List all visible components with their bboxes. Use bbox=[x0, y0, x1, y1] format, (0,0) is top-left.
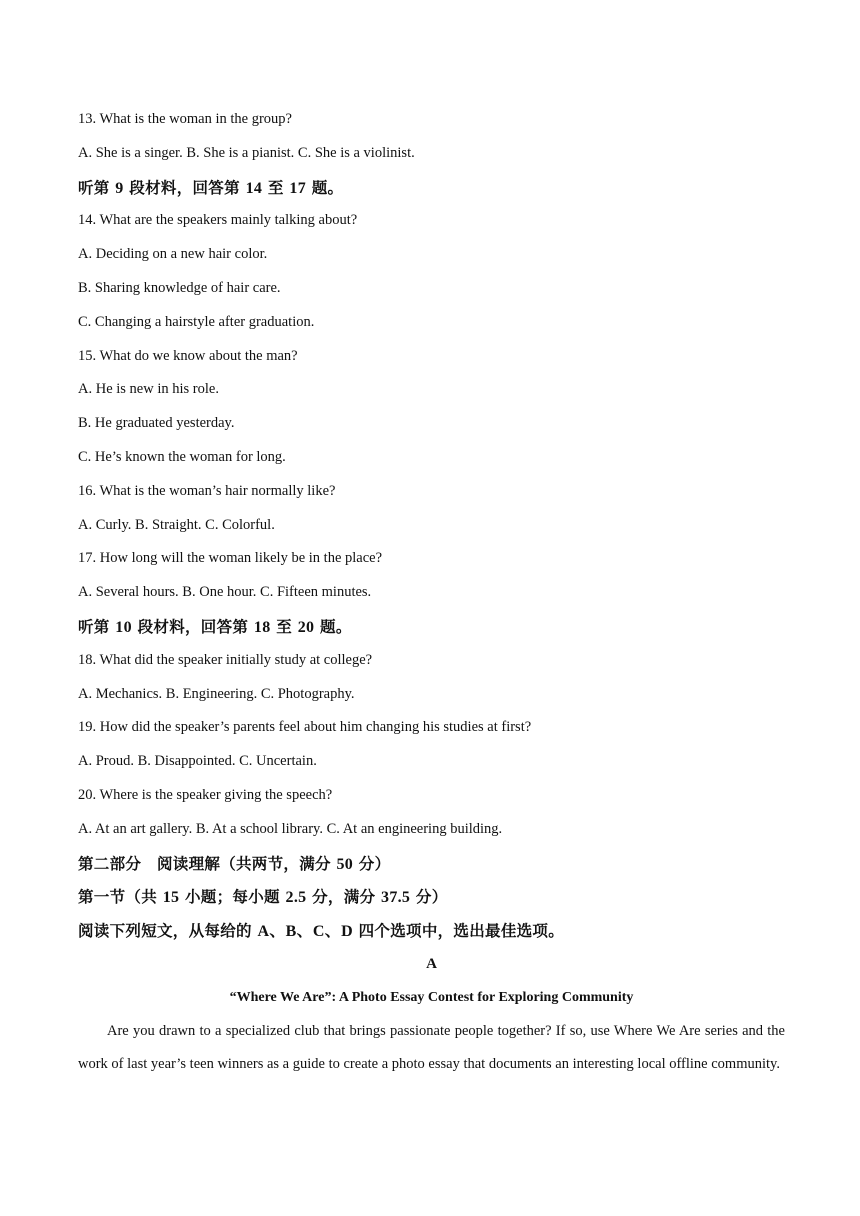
question-16-options: A. Curly. B. Straight. C. Colorful. bbox=[78, 516, 275, 533]
question-19-options: A. Proud. B. Disappointed. C. Uncertain. bbox=[78, 753, 317, 770]
question-19: 19. How did the speaker’s parents feel about him changing his studies at first? bbox=[78, 719, 532, 736]
question-16: 16. What is the woman’s hair normally like? bbox=[78, 482, 336, 499]
part-two-heading: 第二部分 阅读理解（共两节，满分 50 分） bbox=[78, 854, 391, 873]
question-17-options: A. Several hours. B. One hour. C. Fifteen minutes. bbox=[78, 584, 372, 601]
question-18: 18. What did the speaker initially study at college? bbox=[78, 651, 373, 668]
question-15-option-a: A. He is new in his role. bbox=[78, 381, 219, 398]
question-14-option-b: B. Sharing knowledge of hair care. bbox=[78, 279, 281, 296]
question-14-option-a: A. Deciding on a new hair color. bbox=[78, 246, 268, 263]
section-heading-9: 听第 9 段材料，回答第 14 至 17 题。 bbox=[78, 178, 344, 197]
section-heading-10: 听第 10 段材料，回答第 18 至 20 题。 bbox=[78, 617, 352, 636]
question-14: 14. What are the speakers mainly talking about? bbox=[78, 212, 358, 229]
question-15-option-c: C. He’s known the woman for long. bbox=[78, 448, 286, 465]
question-13-options: A. She is a singer. B. She is a pianist. C. She is a violinist. bbox=[78, 144, 415, 161]
question-13: 13. What is the woman in the group? bbox=[78, 111, 292, 127]
question-14-option-c: C. Changing a hairstyle after graduation. bbox=[78, 313, 315, 330]
question-17: 17. How long will the woman likely be in the place? bbox=[78, 550, 383, 567]
question-15-option-b: B. He graduated yesterday. bbox=[78, 415, 235, 432]
section-one-heading: 第一节（共 15 小题；每小题 2.5 分，满分 37.5 分） bbox=[78, 888, 448, 907]
question-18-options: A. Mechanics. B. Engineering. C. Photography. bbox=[78, 685, 355, 702]
reading-instructions: 阅读下列短文，从每给的 A、B、C、D 四个选项中，选出最佳选项。 bbox=[78, 922, 565, 941]
passage-letter: A bbox=[426, 955, 437, 972]
document-page bbox=[78, 110, 785, 1082]
question-20: 20. Where is the speaker giving the speech? bbox=[78, 786, 333, 803]
passage-paragraph: Are you drawn to a specialized club that brings passionate people together? If so, use Where We Are series and the work of last year’s teen winners as a guide to create a photo essay that documents an interesting local offline community. bbox=[78, 1022, 785, 1073]
question-15: 15. What do we know about the man? bbox=[78, 347, 298, 364]
question-20-options: A. At an art gallery. B. At a school library. C. At an engineering building. bbox=[78, 820, 503, 837]
passage-title: “Where We Are”: A Photo Essay Contest for Exploring Community bbox=[229, 989, 634, 1005]
